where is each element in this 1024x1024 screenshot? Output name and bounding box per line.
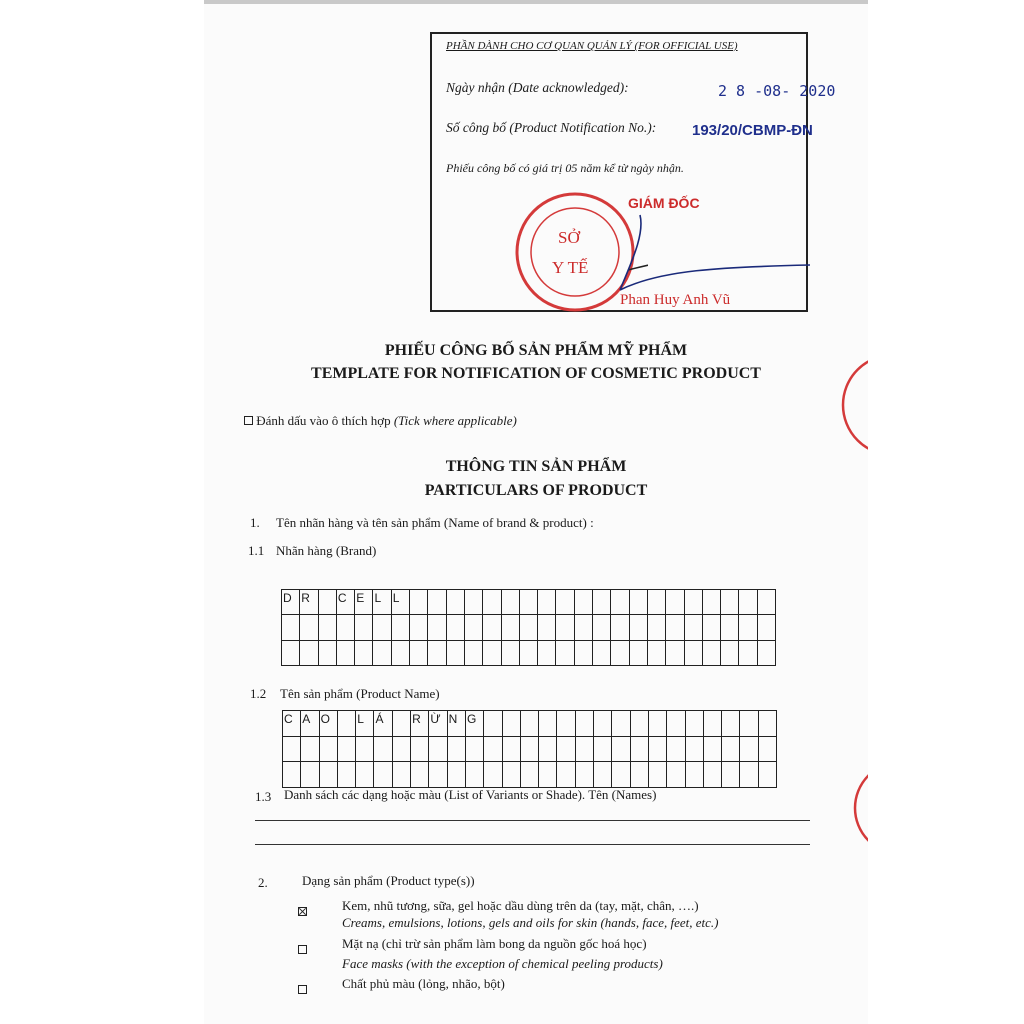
letter-cell[interactable] [373,641,391,666]
letter-cell[interactable] [520,641,538,666]
letter-cell[interactable] [521,711,539,737]
letter-cell[interactable] [556,615,574,640]
letter-cell[interactable] [300,641,318,666]
letter-cell[interactable] [685,641,703,666]
letter-cell[interactable] [630,641,648,666]
letter-cell[interactable] [611,590,629,615]
letter-cell[interactable] [740,711,758,737]
letter-cell[interactable] [301,762,319,788]
notification-number-value: 193/20/CBMP-ĐN [692,122,813,139]
letter-cell[interactable] [503,737,521,763]
letter-cell[interactable] [410,590,428,615]
letter-cell[interactable] [649,762,667,788]
letter-cell[interactable] [557,737,575,763]
form-title-en: TEMPLATE FOR NOTIFICATION OF COSMETIC PRODUCT [311,365,761,382]
letter-cell[interactable] [538,590,556,615]
item-1-2-number: 1.2 [250,686,267,701]
checkbox-icon [244,416,253,425]
item-2-text: Dạng sản phẩm (Product type(s)) [302,873,475,888]
letter-cell[interactable] [631,711,649,737]
letter-cell[interactable]: Ừ [429,711,447,737]
letter-cell[interactable] [557,762,575,788]
form-title-vn: PHIẾU CÔNG BỐ SẢN PHẨM MỸ PHẨM [384,342,688,359]
letter-cell[interactable] [393,711,411,737]
letter-cell[interactable] [429,762,447,788]
letter-cell[interactable] [630,615,648,640]
item-1-3-text: Danh sách các dạng hoặc màu (List of Variants or Shade). Tên (Names) [284,787,657,802]
letter-cell[interactable] [538,615,556,640]
variants-line-1[interactable] [255,820,810,821]
letter-cell[interactable] [539,711,557,737]
letter-cell[interactable] [484,737,502,763]
letter-cell[interactable] [392,615,410,640]
letter-cell[interactable] [667,711,685,737]
letter-cell[interactable] [611,641,629,666]
option-2-en: Face masks (with the exception of chemical peeling products) [342,956,663,971]
letter-cell[interactable]: N [448,711,466,737]
letter-cell[interactable] [447,615,465,640]
letter-cell[interactable] [575,615,593,640]
letter-cell[interactable] [685,615,703,640]
letter-cell[interactable] [466,737,484,763]
letter-cell[interactable] [686,762,704,788]
letter-cell[interactable] [594,711,612,737]
letter-cell[interactable] [393,737,411,763]
item-1-2-text: Tên sản phẩm (Product Name) [280,686,440,701]
option-3[interactable] [298,981,307,999]
letter-cell[interactable]: R [300,590,318,615]
official-use-header: PHẦN DÀNH CHO CƠ QUAN QUẢN LÝ (FOR OFFICIAL USE) [446,40,738,52]
letter-cell[interactable] [722,711,740,737]
letter-cell[interactable] [393,762,411,788]
letter-cell[interactable]: A [301,711,319,737]
letter-cell[interactable] [593,590,611,615]
letter-cell[interactable] [556,590,574,615]
letter-cell[interactable] [759,762,777,788]
tick-note-en: (Tick where applicable) [393,413,517,428]
letter-cell[interactable] [483,615,501,640]
letter-cell[interactable] [502,641,520,666]
option-3-checkbox[interactable] [298,985,307,994]
letter-cell[interactable] [685,590,703,615]
letter-cell[interactable] [320,762,338,788]
partial-seal-icon-2 [846,758,868,858]
letter-cell[interactable] [483,641,501,666]
letter-cell[interactable] [538,641,556,666]
letter-cell[interactable] [448,737,466,763]
letter-cell[interactable] [648,641,666,666]
letter-cell[interactable] [704,711,722,737]
letter-cell[interactable] [392,641,410,666]
letter-cell[interactable] [575,590,593,615]
letter-cell[interactable]: C [283,711,301,737]
letter-cell[interactable] [703,590,721,615]
letter-cell[interactable] [740,762,758,788]
letter-cell[interactable] [374,762,392,788]
letter-cell[interactable] [502,615,520,640]
letter-cell[interactable] [521,737,539,763]
letter-cell[interactable]: D [282,590,300,615]
letter-cell[interactable] [686,737,704,763]
director-name: Phan Huy Anh Vũ [620,292,731,308]
letter-cell[interactable] [283,737,301,763]
letter-cell[interactable] [355,641,373,666]
letter-cell[interactable] [484,762,502,788]
option-2-checkbox[interactable] [298,945,307,954]
item-2-number: 2. [258,875,268,890]
item-1-text: Tên nhãn hàng và tên sản phẩm (Name of brand & product) : [276,515,594,530]
item-1-3-number: 1.3 [255,789,272,804]
letter-cell[interactable] [428,590,446,615]
letter-cell[interactable] [503,762,521,788]
letter-cell[interactable] [648,615,666,640]
letter-cell[interactable] [320,737,338,763]
letter-cell[interactable] [337,615,355,640]
item-1-1-text: Nhãn hàng (Brand) [276,543,377,558]
letter-cell[interactable] [411,762,429,788]
letter-cell[interactable] [520,615,538,640]
tick-note-vn: Đánh dấu vào ô thích hợp [256,413,391,428]
letter-cell[interactable] [721,641,739,666]
letter-cell[interactable] [338,762,356,788]
product-name-letter-grid[interactable] [282,710,777,788]
letter-cell[interactable] [739,641,757,666]
letter-cell[interactable] [539,737,557,763]
date-acknowledged-label: Ngày nhận (Date acknowledged): [446,80,629,95]
item-1-number: 1. [250,515,260,530]
letter-cell[interactable] [503,711,521,737]
letter-cell[interactable] [759,711,777,737]
letter-cell[interactable] [612,737,630,763]
letter-cell[interactable] [374,737,392,763]
letter-cell[interactable] [465,590,483,615]
letter-cell[interactable] [484,711,502,737]
letter-cell[interactable] [758,641,776,666]
letter-cell[interactable] [373,615,391,640]
letter-cell[interactable] [502,590,520,615]
letter-cell[interactable] [466,762,484,788]
letter-cell[interactable] [556,641,574,666]
letter-cell[interactable] [721,590,739,615]
seal-text-1: SỞ [558,228,580,247]
variants-line-2[interactable] [255,844,810,845]
notification-number-label: Số công bố (Product Notification No.): [446,120,657,135]
letter-cell[interactable] [704,737,722,763]
letter-cell[interactable] [282,641,300,666]
letter-cell[interactable] [300,615,318,640]
letter-cell[interactable] [722,737,740,763]
letter-cell[interactable] [649,737,667,763]
letter-cell[interactable]: L [392,590,410,615]
letter-cell[interactable] [594,762,612,788]
letter-cell[interactable] [739,615,757,640]
tick-note [244,413,517,429]
letter-cell[interactable] [301,737,319,763]
letter-cell[interactable] [759,737,777,763]
brand-letter-grid[interactable] [281,589,776,666]
letter-cell[interactable]: C [337,590,355,615]
option-1[interactable] [298,903,307,921]
letter-cell[interactable] [539,762,557,788]
letter-cell[interactable] [593,615,611,640]
letter-cell[interactable] [721,615,739,640]
seal-text-2: Y TẾ [552,258,589,277]
letter-cell[interactable] [520,590,538,615]
letter-cell[interactable] [557,711,575,737]
letter-cell[interactable]: E [355,590,373,615]
letter-cell[interactable] [319,615,337,640]
letter-cell[interactable] [355,615,373,640]
letter-cell[interactable]: O [320,711,338,737]
letter-cell[interactable] [282,615,300,640]
letter-cell[interactable] [739,590,757,615]
letter-cell[interactable] [758,590,776,615]
item-1-1-number: 1.1 [248,543,265,558]
letter-cell[interactable] [703,641,721,666]
letter-cell[interactable] [319,641,337,666]
option-1-checkbox[interactable] [298,907,307,916]
letter-cell[interactable] [667,737,685,763]
letter-cell[interactable] [356,737,374,763]
letter-cell[interactable] [611,615,629,640]
letter-cell[interactable] [666,615,684,640]
letter-cell[interactable] [758,615,776,640]
letter-cell[interactable] [337,641,355,666]
letter-cell[interactable] [338,737,356,763]
letter-cell[interactable] [447,590,465,615]
letter-cell[interactable] [576,711,594,737]
page-top-edge [204,0,868,4]
letter-cell[interactable] [410,615,428,640]
letter-cell[interactable] [686,711,704,737]
letter-cell[interactable] [411,737,429,763]
letter-cell[interactable] [612,762,630,788]
letter-cell[interactable] [630,590,648,615]
date-acknowledged-value: 2 8 -08- 2020 [718,82,836,100]
option-1-en: Creams, emulsions, lotions, gels and oils for skin (hands, face, feet, etc.) [342,915,719,930]
letter-cell[interactable] [338,711,356,737]
letter-cell[interactable] [283,762,301,788]
option-3-vn: Chất phủ màu (lỏng, nhão, bột) [342,976,505,991]
letter-cell[interactable] [576,737,594,763]
letter-cell[interactable] [631,762,649,788]
letter-cell[interactable] [594,737,612,763]
letter-cell[interactable] [704,762,722,788]
letter-cell[interactable] [447,641,465,666]
letter-cell[interactable] [428,641,446,666]
letter-cell[interactable] [428,615,446,640]
letter-cell[interactable]: G [466,711,484,737]
letter-cell[interactable] [356,762,374,788]
letter-cell[interactable] [429,737,447,763]
letter-cell[interactable]: Á [374,711,392,737]
letter-cell[interactable] [667,762,685,788]
letter-cell[interactable]: R [411,711,429,737]
letter-cell[interactable] [666,641,684,666]
option-1-vn: Kem, nhũ tương, sữa, gel hoặc dầu dùng trên da (tay, mặt, chân, ….) [342,898,699,913]
letter-cell[interactable] [483,590,501,615]
letter-cell[interactable] [448,762,466,788]
section-title-en: PARTICULARS OF PRODUCT [424,482,648,499]
validity-note: Phiếu công bố có giá trị 05 năm kể từ ngày nhận. [446,161,684,175]
letter-cell[interactable] [593,641,611,666]
section-title-vn: THÔNG TIN SẢN PHẨM [445,458,627,475]
director-title: GIÁM ĐỐC [628,195,700,211]
letter-cell[interactable] [410,641,428,666]
letter-cell[interactable] [703,615,721,640]
option-2[interactable] [298,941,307,959]
letter-cell[interactable] [465,641,483,666]
letter-cell[interactable] [666,590,684,615]
letter-cell[interactable] [575,641,593,666]
letter-cell[interactable]: L [373,590,391,615]
letter-cell[interactable] [612,711,630,737]
letter-cell[interactable] [576,762,594,788]
letter-cell[interactable] [631,737,649,763]
letter-cell[interactable] [649,711,667,737]
letter-cell[interactable] [648,590,666,615]
letter-cell[interactable] [722,762,740,788]
signature-icon [600,205,820,305]
letter-cell[interactable] [465,615,483,640]
letter-cell[interactable]: L [356,711,374,737]
letter-cell[interactable] [521,762,539,788]
option-2-vn: Mặt nạ (chỉ trừ sản phẩm làm bong da nguồn gốc hoá học) [342,936,647,951]
letter-cell[interactable] [319,590,337,615]
letter-cell[interactable] [740,737,758,763]
